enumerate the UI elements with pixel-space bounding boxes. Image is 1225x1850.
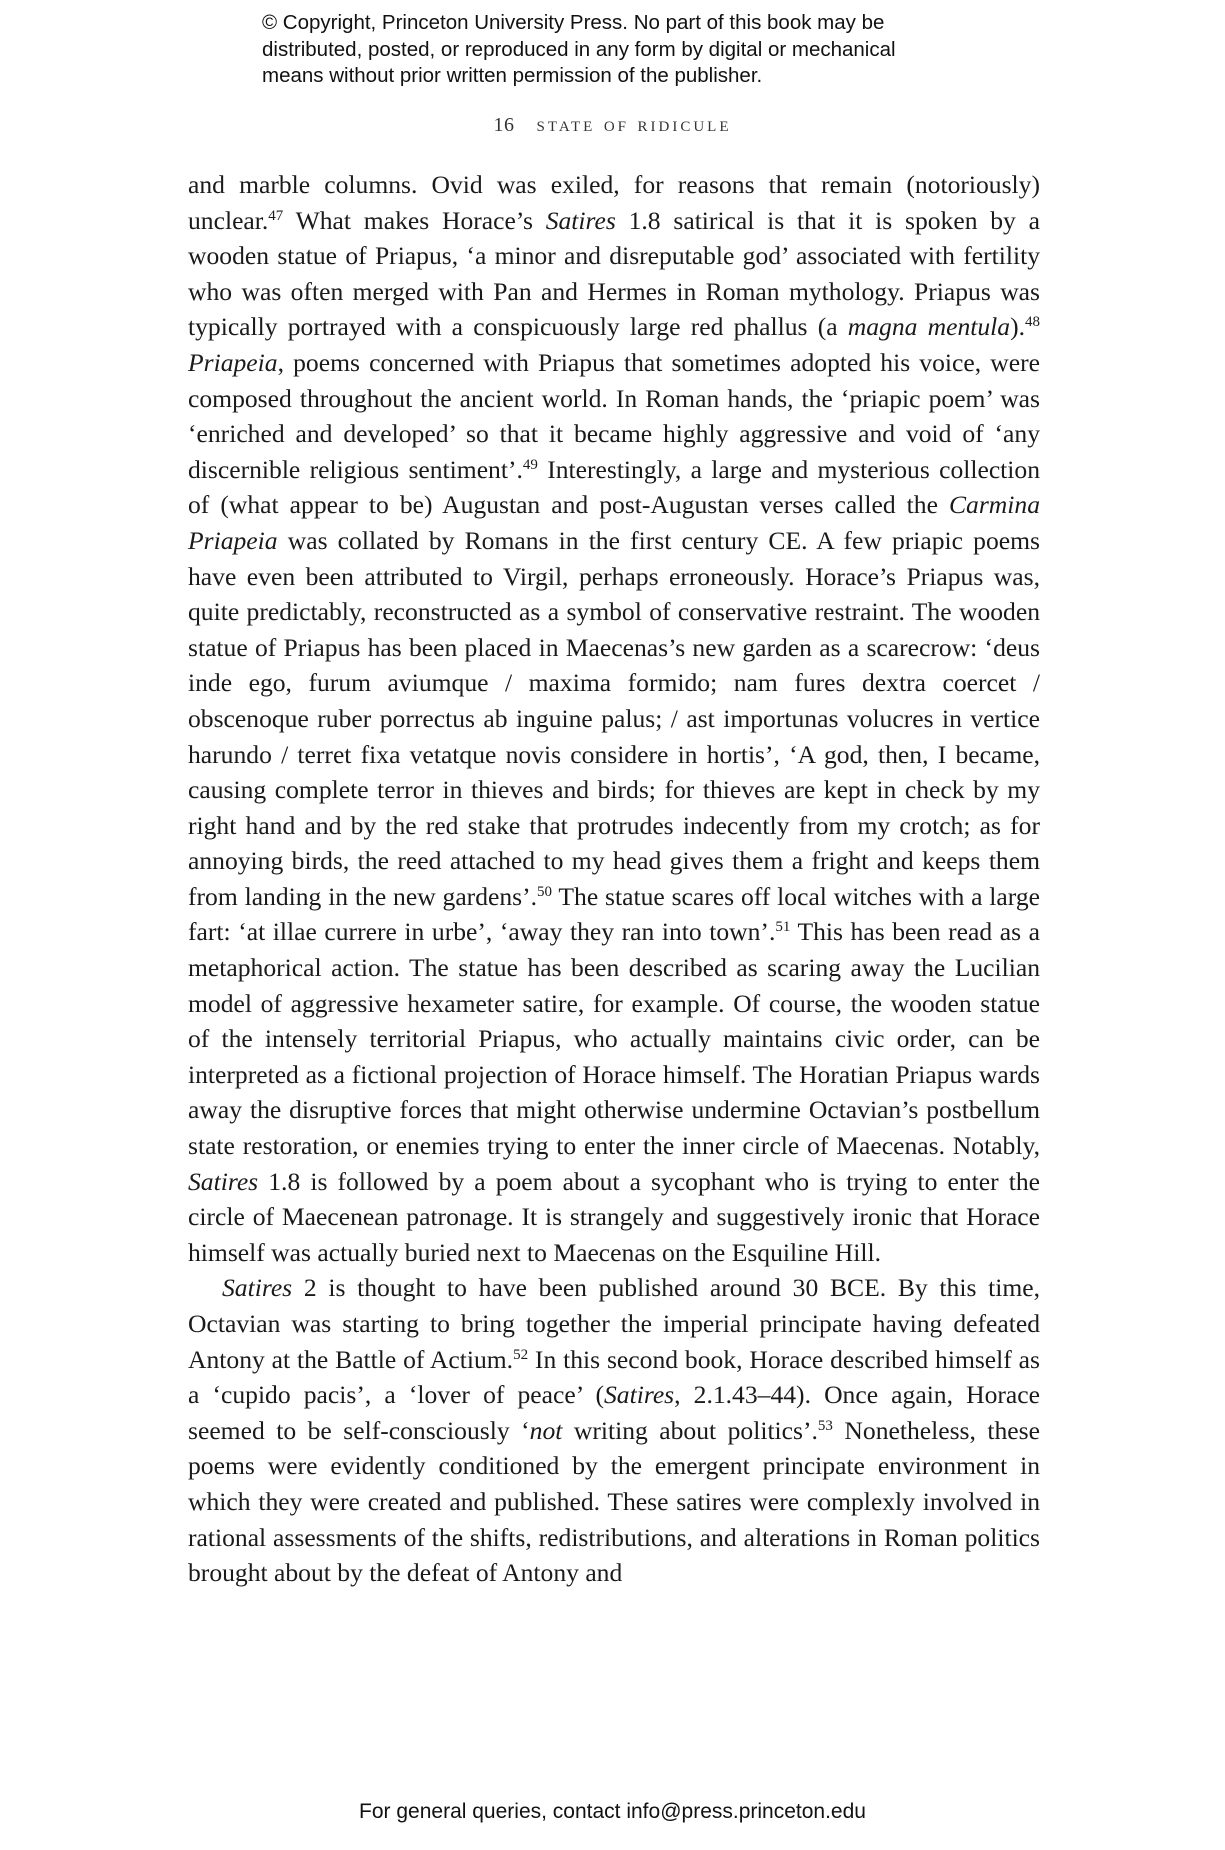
italic-text: Satires: [222, 1273, 293, 1303]
footer-contact: For general queries, contact info@press.princeton.edu: [359, 1800, 866, 1823]
italic-text: Carmina Priapeia: [188, 490, 1040, 555]
footnote-ref: 53: [817, 1417, 833, 1434]
paragraph: [188, 1270, 1040, 1590]
footnote-ref: 51: [775, 919, 791, 936]
italic-text: Priapeia: [188, 347, 278, 377]
italic-text: Satires: [545, 205, 616, 235]
italic-text: Satires: [188, 1166, 259, 1196]
paragraph: [188, 167, 1040, 1270]
text-run: 1.8 is followed by a poem about a sycophant who is trying to enter the circle of Maecenean patronage. It is strangely and suggestively ironic that Horace himself was actually buried next to Maecenas on the Esquiline Hill.: [188, 1166, 1040, 1267]
running-head: [0, 111, 1225, 137]
footnote-ref: 49: [522, 456, 538, 473]
footnote-ref: 52: [513, 1346, 529, 1363]
text-run: Nonetheless, these poems were evidently conditioned by the emergent principate environment in which they were created and published. These satires were complexly involved in rational assessments of the shifts, redistributions, and alterations in Roman politics brought about by the defeat of Antony and: [188, 1415, 1040, 1588]
text-run: In this second book, Horace described himself as a ‘cupido pacis’, a ‘lover of peace’ (: [188, 1344, 1040, 1410]
running-head-title: state of ridicule: [536, 111, 732, 136]
text-run: , poems concerned with Priapus that sometimes adopted his voice, were composed throughout the ancient world. In Roman hands, the ‘priapic poem’ was ‘enriched and developed’ so that it became highly aggressive and void of ‘any discernible religious sentiment’.: [188, 347, 1040, 484]
footnote-ref: 50: [537, 883, 553, 900]
footnote-ref: 48: [1025, 314, 1040, 331]
copyright-line: distributed, posted, or reproduced in any form by digital or mechanical: [262, 37, 896, 61]
copyright-notice: [262, 10, 1022, 90]
text-run: The statue scares off local witches with a large fart: ‘at illae currere in urbe’, ‘away they ran into town’.: [188, 881, 1040, 947]
body-text: [188, 167, 1040, 1591]
italic-text: not: [529, 1415, 563, 1445]
text-run: writing about politics’.: [562, 1415, 818, 1445]
text-run: and marble columns. Ovid was exiled, for reasons that remain (notoriously) unclear.: [188, 170, 1040, 235]
text-run: Interestingly, a large and mysterious collection of (what appear to be) Augustan and post-Augustan verses called the: [188, 454, 1040, 520]
italic-text: Satires: [604, 1380, 675, 1410]
footnote-ref: 47: [268, 207, 284, 224]
text-run: , 2.1.43–44). Once again, Horace seemed to be self-consciously ‘: [188, 1380, 1040, 1445]
text-run: 2 is thought to have been published around 30 BCE. By this time, Octavian was starting to bring together the imperial principate having defeated Antony at the Battle of Actium.: [188, 1273, 1040, 1374]
copyright-line: means without prior written permission of the publisher.: [262, 64, 763, 87]
page-number: 16: [493, 114, 515, 136]
text-run: This has been read as a metaphorical action. The statue has been described as scaring away the Lucilian model of aggressive hexameter satire, for example. Of course, the wooden statue of the intensely territorial Priapus, who actually maintains civic order, can be interpreted as a fictional projection of Horace himself. The Horatian Priapus wards away the disruptive forces that might otherwise undermine Octavian’s postbellum state restoration, or enemies trying to enter the inner circle of Maecenas. Notably,: [188, 917, 1040, 1161]
text-run: was collated by Romans in the first century CE. A few priapic poems have even been attributed to Virgil, perhaps erroneously. Horace’s Priapus was, quite predictably, reconstructed as a symbol of conservative restraint. The wooden statue of Priapus has been placed in Maecenas’s new garden as a scarecrow: ‘deus inde ego, furum aviumque / maxima formido; nam fures dextra coercet / obscenoque ruber porrectus ab inguine palus; / ast importunas volucres in vertice harundo / terret fixa vetatque novis considere in hortis’, ‘A god, then, I became, causing complete terror in thieves and birds; for thieves are kept in check by my right hand and by the red stake that protrudes indecently from my crotch; as for annoying birds, the reed attached to my head gives them a fright and keeps them from landing in the new gardens’.: [188, 525, 1040, 911]
text-run: ).: [1010, 312, 1025, 342]
copyright-line: © Copyright, Princeton University Press. No part of this book may be: [262, 11, 885, 34]
text-run: 1.8 satirical is that it is spoken by a wooden statue of Priapus, ‘a minor and disreputable god’ associated with fertility who was often merged with Pan and Hermes in Roman mythology. Priapus was typically portrayed with a conspicuously large red phallus (a: [188, 205, 1040, 342]
italic-text: magna mentula: [847, 312, 1011, 342]
text-run: What makes Horace’s: [283, 205, 546, 235]
